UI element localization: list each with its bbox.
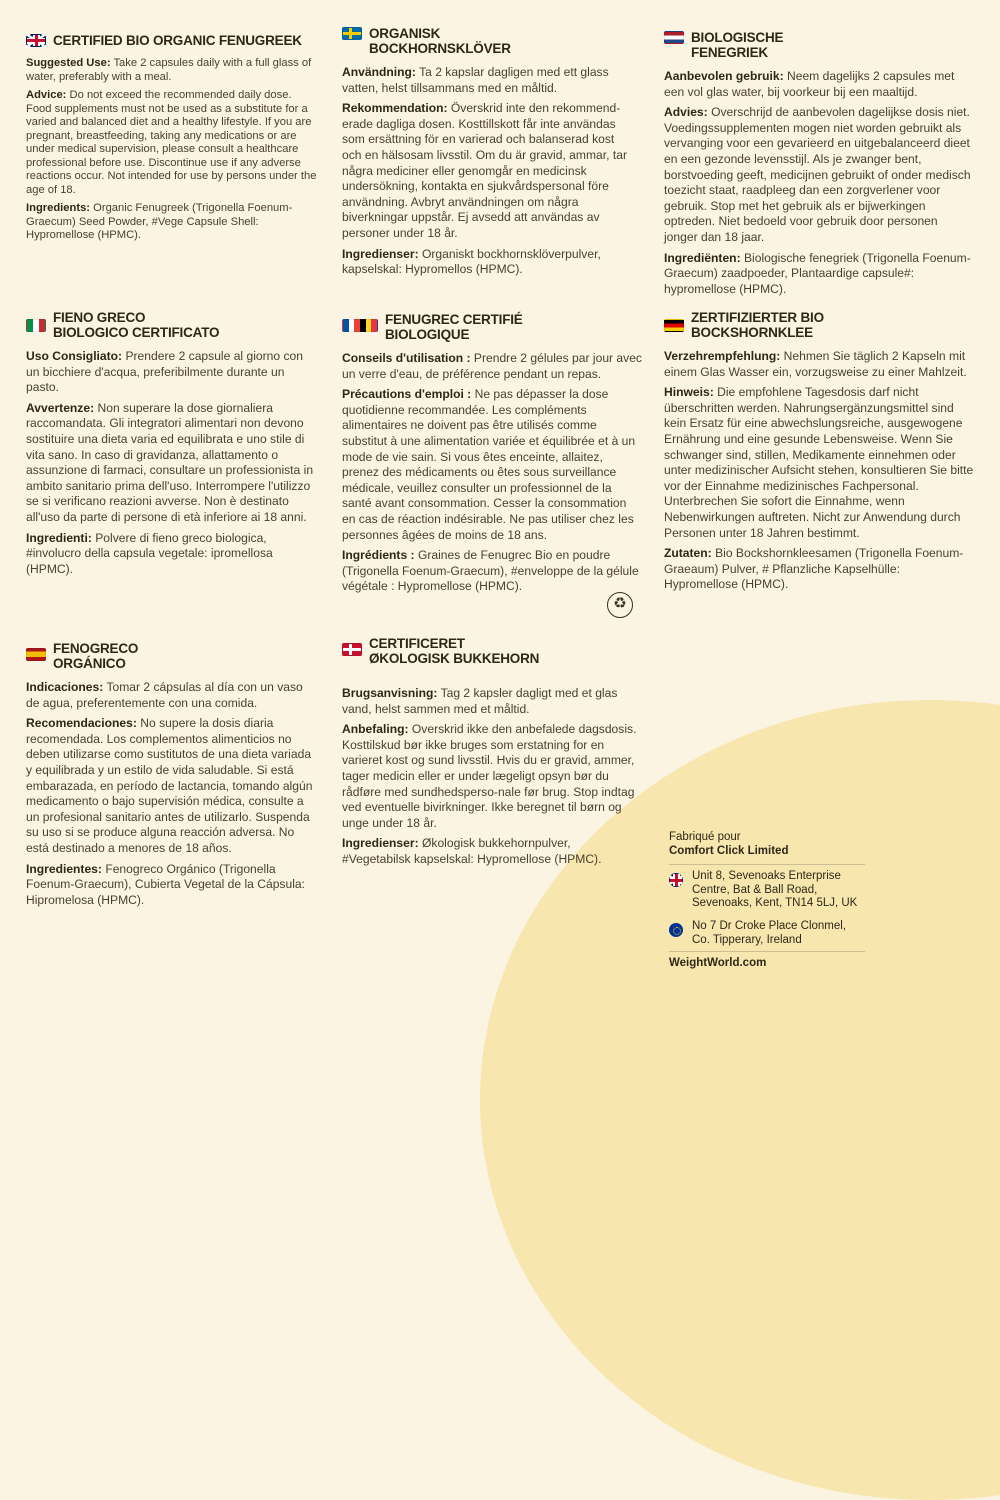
section-sv	[342, 26, 632, 283]
manufacturer-block	[669, 831, 865, 971]
italy-flag-icon	[26, 319, 46, 332]
suggested-use: Uso Consigliato: Prendere 2 capsule al giorno con un bicchiere d'acqua, preferibilmente durante un pasto.	[26, 349, 303, 395]
manufacturer-intro: Fabriqué pour	[669, 831, 741, 843]
suggested-use: Verzehrempfehlung: Nehmen Sie täglich 2 Kapseln mit einem Glas Wasser ein, vorzugsweise zu einer Mahlzeit.	[664, 349, 967, 379]
suggested-use: Conseils d'utilisation : Prendre 2 gélules par jour avec un verre d'eau, de préférence pendant un repas.	[342, 351, 642, 381]
website-link[interactable]: WeightWorld.com	[669, 951, 865, 971]
section-title: FENUGREC CERTIFIÉ BIOLOGIQUE	[385, 312, 523, 342]
advice: Advies: Overschrijd de aanbevolen dagelijkse dosis niet. Voedingssupplementen mogen niet worden gebruikt als vervanging voor een gevarieerd en uitgebalanceerd dieet en een gezonde levensstijl. Als je zwanger bent, borstvoeding geeft, medicijnen gebruikt of onder medisch toezicht staat, raadpleeg dan een zorgverlener voor gebruik. Stop met het gebruik als er bijwerkingen optreden. Niet bedoeld voor gebruik door personen jonger dan 18 jaar.	[664, 105, 971, 244]
ingredients: Ingrédients : Graines de Fenugrec Bio en poudre (Trigonella Foenum-Graecum), #enveloppe de la gélule végétale : Hypromellose (HPMC).	[342, 548, 639, 594]
section-header	[26, 641, 318, 671]
section-title: FENOGRECO ORGÁNICO	[53, 641, 139, 671]
section-header	[664, 30, 974, 60]
section-en	[26, 33, 318, 248]
advice: Anbefaling: Overskrid ikke den anbefalede dagsdosis. Kosttilskud bør ikke bruges som erstatning for en varieret kost og sund livsstil. Hvis du er gravid, ammer, tager medicin eller er under lægeligt opsyn bør du rådføre med sundhedsperso-nale før brug. Stop indtag ved eventuelle bivirkninger. Ikke beregnet til børn og unge under 18 år.	[342, 722, 637, 830]
suggested-use: Suggested Use: Take 2 capsules daily with a full glass of water, preferably with a meal.	[26, 57, 312, 83]
section-header	[26, 33, 318, 48]
advice: Avvertenze: Non superare la dose giornaliera raccomandata. Gli integratori alimentari non devono sostituire una dieta varia ed equilibrata e uno stile di vita sano. In caso di gravidanza, allattamento o assunzione di farmaci, consultare un professionista in ambito sanitario prima dell'uso. Interrompere l'utilizzo se si verificano reazioni avverse. Non è destinato all'uso da parte di persone di età inferiore ai 18 anni.	[26, 400, 314, 524]
uk-flag-icon	[669, 873, 683, 887]
ingredients: Ingredienser: Økologisk bukkehornpulver, #Vegetabilsk kapselskal: Hypromellose (HPMC).	[342, 836, 602, 866]
suggested-use: Aanbevolen gebruik: Neem dagelijks 2 capsules met een vol glas water, bij voorkeur bij een maaltijd.	[664, 69, 955, 99]
advice: Rekommendation: Överskrid inte den rekommend-erade dagliga dosen. Kosttillskott får inte användas som ersättning för en varierad och balanserad kost och en hälsosam livsstil. Om du är gravid, ammar, tar några mediciner eller genomgår en medicinsk undersökning, kontakta en sjukvårdspersonal före användning. Avbryt användningen om några biverkningar uppstår. Ej avsedd att användas av personer under 18 år.	[342, 101, 627, 240]
advice: Recomendaciones: No supere la dosis diaria recomendada. Los complementos alimenticios no deben utilizarse como sustitutos de una dieta variada y equilibrada y un estilo de vida saludable. Si está embarazada, en período de lactancia, tomando algún medicamento o bajo supervisión médica, consulte a un profesional sanitario antes de utilizarlo. Suspenda su uso si se produce alguna reacción adversa. No está destinado a menores de 18 años.	[26, 716, 313, 855]
section-title: ORGANISK BOCKHORNSKLÖVER	[369, 26, 511, 56]
section-title: FIENO GRECO BIOLOGICO CERTIFICATO	[53, 310, 220, 340]
section-header	[342, 636, 638, 666]
section-fr	[342, 312, 642, 600]
ingredients: Ingredients: Organic Fenugreek (Trigonella Foenum-Graecum) Seed Powder, #Vege Capsule Shell: Hypromellose (HPMC).	[26, 202, 293, 241]
section-header	[342, 26, 632, 56]
section-header	[342, 312, 642, 342]
section-it	[26, 310, 318, 582]
eu-flag-icon	[669, 923, 683, 937]
suggested-use: Användning: Ta 2 kapslar dagligen med ett glass vatten, helst tillsammans med en måltid.	[342, 65, 609, 95]
suggested-use: Brugsanvisning: Tag 2 kapsler dagligt med et glas vand, helst sammen med et måltid.	[342, 686, 618, 716]
eu-address: No 7 Dr Croke Place Clonmel, Co. Tipperary, Ireland	[692, 919, 847, 946]
uk-address-row	[669, 864, 865, 915]
netherlands-flag-icon	[664, 31, 684, 44]
ingredients: Ingredienser: Organiskt bockhornsklöverpulver, kapselskal: Hypromellos (HPMC).	[342, 246, 601, 277]
denmark-flag-icon	[342, 643, 362, 656]
france-belgium-flag-icon	[342, 319, 378, 332]
section-header	[664, 310, 974, 340]
sweden-flag-icon	[342, 27, 362, 40]
germany-flag-icon	[664, 319, 684, 332]
section-title: BIOLOGISCHE FENEGRIEK	[691, 30, 784, 60]
section-header	[26, 310, 318, 340]
section-title: ZERTIFIZIERTER BIO BOCKSHORNKLEE	[691, 310, 824, 340]
section-title: CERTIFIED BIO ORGANIC FENUGREEK	[53, 33, 302, 48]
advice: Advice: Do not exceed the recommended daily dose. Food supplements must not be used as a substitute for a varied and balanced diet and a healthy lifestyle. If you are pregnant, breastfeeding, taking any medications or are under medical supervision, please consult a healthcare professional before use. Discontinue use if any adverse reactions occur. Not intended for use by persons under the age of 18.	[26, 89, 317, 196]
advice: Hinweis: Die empfohlene Tagesdosis darf nicht überschritten werden. Nahrungsergänzungsmittel sind kein Ersatz für eine abwechslungsreiche, ausgewogene Ernährung und eine gesunde Lebensweise. Wenn Sie schwanger sind, stillen, Medikamente einnehmen oder unter medizinischer Aufsicht stehen, konsultieren Sie bitte vor der Einnahme medizinisches Fachpersonal. Unterbrechen Sie sofort die Einnahme, wenn Nebenwirkungen auftreten. Nicht zur Anwendung durch Personen unter 18 Jahren bestimmt.	[664, 385, 974, 540]
eu-address-row	[669, 915, 865, 951]
manufacturer-company: Comfort Click Limited	[669, 844, 789, 857]
section-de	[664, 310, 974, 598]
spain-flag-icon	[26, 648, 46, 661]
ingredients: Zutaten: Bio Bockshornkleesamen (Trigonella Foenum-Graeaum) Pulver, # Pflanzliche Kapselhülle: Hypromellose (HPMC).	[664, 546, 964, 592]
section-da	[342, 636, 638, 873]
advice: Précautions d'emploi : Ne pas dépasser la dose quotidienne recommandée. Les compléments alimentaires ne doivent pas être utilisés comme substitut à une alimentation variée et équilibrée et à un mode de vie sain. Si vous êtes enceinte, allaitez, prenez des médicaments ou êtes sous surveillance médicale, veuillez consulter un professionnel de la santé avant consommation. Cesser la consommation en cas de réaction indésirable. Ne pas utiliser chez les personnes âgées de moins de 18 ans.	[342, 387, 636, 542]
suggested-use: Indicaciones: Tomar 2 cápsulas al día con un vaso de agua, preferentemente con una comida.	[26, 680, 303, 710]
section-title: CERTIFICERET ØKOLOGISK BUKKEHORN	[369, 636, 540, 666]
ingredients: Ingrediënten: Biologische fenegriek (Trigonella Foenum-Graecum) zaadpoeder, Plantaardige capsule#: hypromellose (HPMC).	[664, 250, 971, 296]
section-nl	[664, 30, 974, 302]
section-es	[26, 641, 318, 913]
uk-address: Unit 8, Sevenoaks Enterprise Centre, Bat & Ball Road, Sevenoaks, Kent, TN14 5LJ, UK	[692, 870, 858, 910]
ingredients: Ingredientes: Fenogreco Orgánico (Trigonella Foenum-Graecum), Cubierta Vegetal de la Cápsula: Hipromelosa (HPMC).	[26, 861, 305, 907]
ingredients: Ingredienti: Polvere di fieno greco biologica, #involucro della capsula vegetale: ipromellosa (HPMC).	[26, 530, 273, 576]
uk-flag-icon	[26, 34, 46, 47]
tidyman-recycle-icon: ♻	[607, 592, 633, 618]
